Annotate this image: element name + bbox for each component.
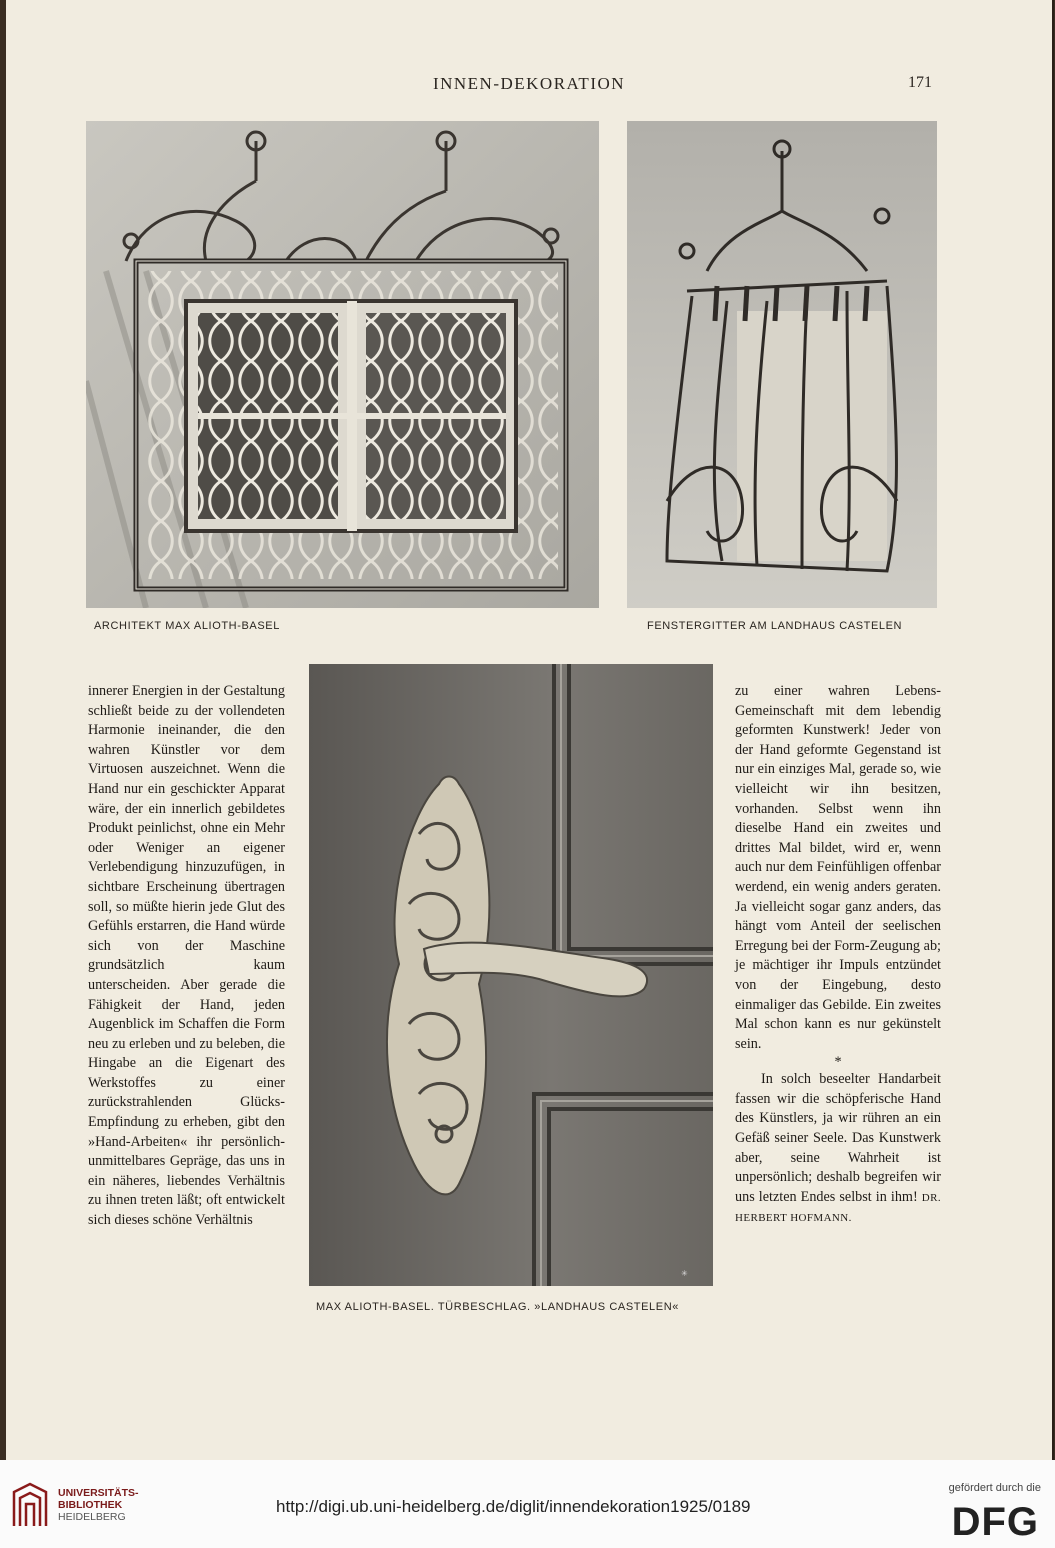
author-signature: DR. HERBERT HOFMANN. (735, 1191, 942, 1225)
library-name (58, 1487, 139, 1523)
photo1-caption: ARCHITEKT MAX ALIOTH-BASEL (94, 620, 280, 632)
page-number: 171 (908, 74, 932, 91)
university-library-logo-icon (10, 1482, 50, 1530)
section-separator: * (834, 1054, 842, 1071)
magazine-page (6, 0, 1054, 1460)
door-handle-illustration (309, 664, 713, 1286)
photo2-caption: FENSTERGITTER AM LANDHAUS CASTELEN (647, 620, 903, 632)
photo3-caption: MAX ALIOTH-BASEL. TÜRBESCHLAG. »LANDHAUS CASTELEN« (316, 1301, 679, 1313)
right-column-paragraph-1: zu einer wahren Lebens-Gemeinschaft mit dem lebendig geformten Kunstwerk! Jeder von der Hand geformte Gegenstand ist nur ein einziges Mal, gerade so, wie vielleicht wir ihn besitzen, vorhanden. Selbst wenn ihn dieselbe Hand ein zweites und drittes Mal bildet, wird er, wenn auch nur dem Feinfühligen offenbar werdend, ein wenig anders geraten. Ja vielleicht sogar ganz anders, das hängt vom Anteil der seelischen Erregung bei der Form-Zeugung ab; je mächtiger ihr Impuls entzündet von der Eingebung, desto einmaliger das Gebilde. Ein zweites Mal schon kann es nur gekünstelt sein. (735, 683, 941, 1052)
window-grille-photo (86, 121, 599, 608)
bellied-grille-photo (627, 121, 937, 608)
svg-text:✳: ✳ (681, 1269, 688, 1278)
library-line-1: UNIVERSITÄTS- (58, 1487, 139, 1499)
bellied-grille-illustration (627, 121, 937, 608)
door-handle-photo (309, 664, 713, 1286)
right-column-paragraph-2 (735, 1070, 941, 1229)
digitization-footer (0, 1460, 1055, 1548)
permalink-url[interactable]: http://digi.ub.uni-heidelberg.de/diglit/innendekoration1925/0189 (276, 1497, 751, 1516)
closing-paragraph-text: In solch beseelter Handarbeit fassen wir die schöpferische Hand des Künstlers, ja wir rühren an ein Gefäß seiner Seele. Das Kunstwerk aber, seine Wahrheit ist unpersönlich; deshalb begreifen wir uns letzten Endes selbst in ihm! (735, 1071, 941, 1205)
running-header: INNEN-DEKORATION (432, 74, 626, 93)
library-line-3: HEIDELBERG (58, 1511, 126, 1523)
left-text-column (88, 682, 285, 1231)
dfg-logo: DFG (951, 1500, 1039, 1544)
library-line-2: BIBLIOTHEK (58, 1499, 123, 1511)
window-grille-illustration (86, 121, 599, 608)
right-text-column (735, 682, 941, 1229)
left-column-paragraph: innerer Energien in der Gestaltung schließt beide zu der vollendeten Harmonie ineinander, die den wahren Künstler vor dem Virtuosen auszeichnet. Wenn die Hand nur ein geschickter Apparat wäre, der ein innerlich gebildetes Produkt peinlichst, ohne ein Mehr oder Weniger an eigener Verlebendigung hinzuzufügen, in sichtbare Erscheinung übertragen soll, so müßte hierin jede Glut des Gefühls erstarren, die Hand würde sich von der Maschine grundsätzlich kaum unterscheiden. Aber gerade die Fähigkeit der Hand, jeden Augenblick im Schaffen die Form neu zu erleben und zu beleben, die Hingabe an die Eigenart des Werkstoffes zu einer zurückstrahlenden Glücks-Empfindung zu erheben, gibt den »Hand-Arbeiten« ihr persönlich-unmittelbares Gepräge, das uns in ein näheres, liebendes Verhältnis zu ihnen treten läßt; oft entwickelt sich dieses schöne Verhältnis (88, 683, 285, 1229)
funding-note: gefördert durch die (948, 1482, 1041, 1494)
